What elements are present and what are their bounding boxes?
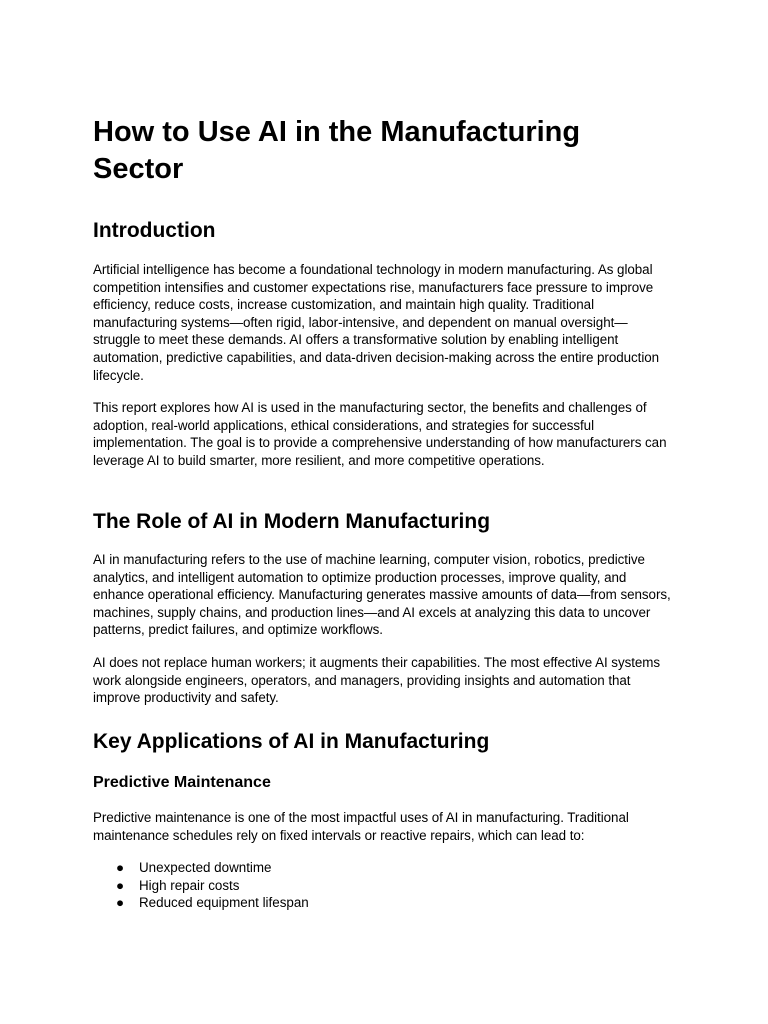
list-item-text: Reduced equipment lifespan bbox=[139, 895, 309, 911]
bullet-list bbox=[93, 859, 309, 912]
bullet-icon: ● bbox=[116, 877, 125, 893]
subsection-heading-predictive-maintenance: Predictive Maintenance bbox=[93, 774, 271, 791]
list-item bbox=[93, 859, 309, 877]
document-title: How to Use AI in the Manufacturing Sector bbox=[93, 116, 581, 185]
list-item bbox=[93, 877, 309, 895]
paragraph: Predictive maintenance is one of the most impactful uses of AI in manufacturing. Traditional maintenance schedules rely on fixed intervals or reactive repairs, which can lead to: bbox=[93, 810, 629, 843]
paragraph: AI does not replace human workers; it augments their capabilities. The most effective AI systems work alongside engineers, operators, and managers, providing insights and automation that improve productivity and safety. bbox=[93, 655, 661, 706]
list-item-text: High repair costs bbox=[139, 877, 240, 893]
paragraph: Artificial intelligence has become a foundational technology in modern manufacturing. As global competition intensifies and customer expectations rise, manufacturers face pressure to improve efficiency, reduce costs, increase customization, and maintain high quality. Traditional manufacturing systems—often rigid, labor-intensive, and dependent on manual oversight—struggle to meet these demands. AI offers a transformative solution by enabling intelligent automation, predictive capabilities, and data-driven decision-making across the entire production lifecycle. bbox=[93, 262, 660, 383]
section-heading-applications: Key Applications of AI in Manufacturing bbox=[93, 730, 490, 753]
paragraph: AI in manufacturing refers to the use of machine learning, computer vision, robotics, predictive analytics, and intelligent automation to optimize production processes, improve quality, and enhance operational efficiency. Manufacturing generates massive amounts of data—from sensors, machines, supply chains, and production lines—and AI excels at analyzing this data to uncover patterns, predict failures, and optimize workflows. bbox=[93, 552, 671, 638]
paragraph: This report explores how AI is used in the manufacturing sector, the benefits and challenges of adoption, real-world applications, ethical considerations, and strategies for successful implementation. The goal is to provide a comprehensive understanding of how manufacturers can leverage AI to build smarter, more resilient, and more competitive operations. bbox=[93, 400, 667, 468]
bullet-icon: ● bbox=[116, 860, 125, 875]
bullet-icon: ● bbox=[116, 895, 125, 911]
list-item bbox=[93, 894, 309, 912]
list-item-text: Unexpected downtime bbox=[139, 860, 272, 875]
section-heading-role: The Role of AI in Modern Manufacturing bbox=[93, 510, 491, 533]
section-heading-introduction: Introduction bbox=[93, 219, 216, 242]
